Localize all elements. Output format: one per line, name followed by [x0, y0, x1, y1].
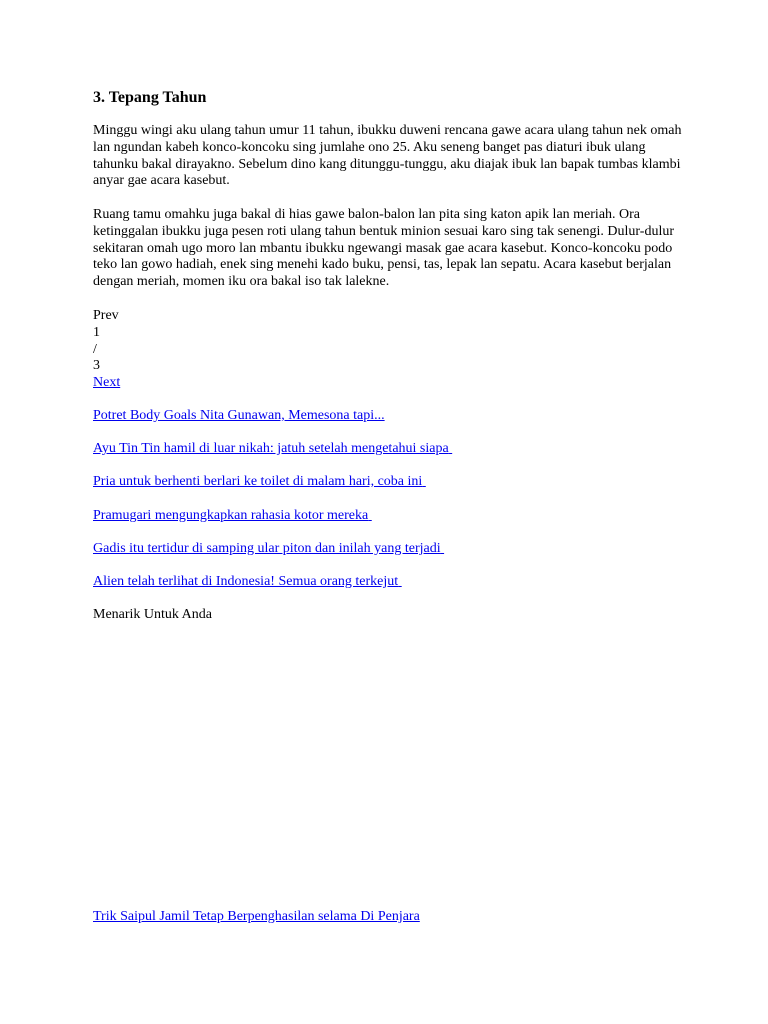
related-item	[93, 574, 402, 591]
related-link[interactable]: Pria untuk berhenti berlari ke toilet di malam hari, coba ini	[93, 474, 423, 489]
related-link-trailing-space[interactable]	[441, 541, 445, 556]
related-link[interactable]: Pramugari mengungkapkan rahasia kotor mereka	[93, 508, 369, 523]
related-item	[93, 541, 444, 558]
bottom-related-link[interactable]: Trik Saipul Jamil Tetap Berpenghasilan selama Di Penjara	[93, 909, 420, 924]
related-link-trailing-space[interactable]	[368, 508, 372, 523]
pager-prev[interactable]: Prev	[93, 308, 119, 323]
related-item	[93, 508, 372, 525]
related-item	[93, 441, 452, 458]
related-link[interactable]: Ayu Tin Tin hamil di luar nikah: jatuh setelah mengetahui siapa	[93, 441, 449, 456]
related-link[interactable]: Gadis itu tertidur di samping ular piton dan inilah yang terjadi	[93, 541, 441, 556]
related-link[interactable]: Potret Body Goals Nita Gunawan, Memesona tapi...	[93, 408, 385, 423]
bottom-related-item	[93, 909, 420, 926]
related-link[interactable]: Alien telah terlihat di Indonesia! Semua orang terkejut	[93, 574, 399, 589]
article-paragraph: Minggu wingi aku ulang tahun umur 11 tahun, ibukku duweni rencana gawe acara ulang tahun nek omah lan ngundan kabeh konco-koncoku sing jumlahe ono 25. Aku seneng banget pas diaturi ibuk ulang tahunku bakal dirayakno. Sebelum dino kang ditunggu-tunggu, aku diajak ibuk lan bapak tumbas klambi anyar gae acara kasebut.	[93, 123, 682, 189]
related-item	[93, 474, 426, 491]
pager-current-page: 1	[93, 324, 100, 340]
article-paragraph: Ruang tamu omahku juga bakal di hias gawe balon-balon lan pita sing katon apik lan meriah. Ora ketinggalan ibukku juga pesen roti ulang tahun bentuk minion sesuai karo sing tak senengi. Dulur-dulur sekitaran omah ugo moro lan mbantu ibukku ngewangi masak gae acara kasebut. Konco-koncoku podo teko lan gowo hadiah, enek sing menehi kado buku, pensi, tas, lepak lan sepatu. Acara kasebut berjalan dengan meriah, momen iku ora bakal iso tak lalekne.	[93, 207, 674, 290]
pager-total-pages: 3	[93, 358, 100, 374]
related-item	[93, 408, 388, 425]
pager-separator: /	[93, 341, 97, 357]
related-link-trailing-space[interactable]	[449, 441, 453, 456]
article-title: 3. Tepang Tahun	[93, 89, 207, 106]
pagination	[93, 308, 120, 392]
related-link-trailing-space[interactable]	[422, 474, 426, 489]
related-link-trailing-space[interactable]	[398, 574, 402, 589]
section-heading-interesting: Menarik Untuk Anda	[93, 607, 212, 622]
pager-next-link[interactable]: Next	[93, 375, 121, 391]
